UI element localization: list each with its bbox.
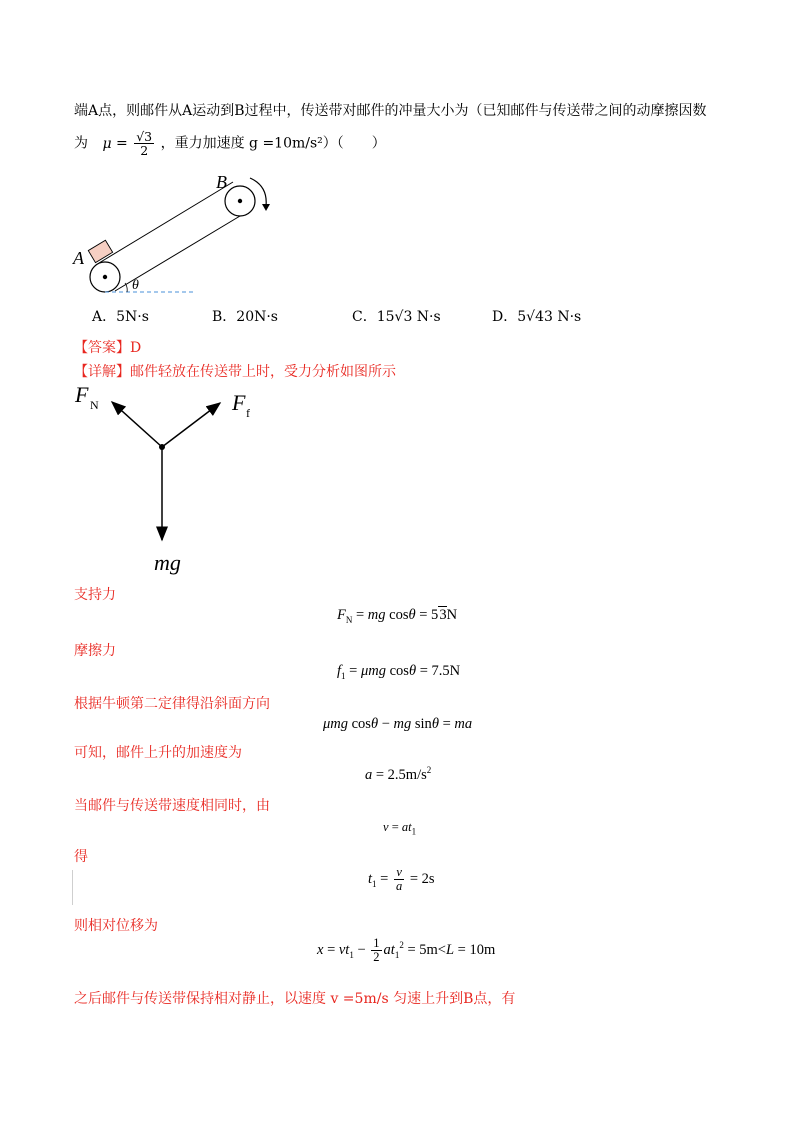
step-2-formula: $f_1 = \mu mg$ cosθ = 7.5N	[337, 663, 461, 681]
pulley-a-axle	[103, 275, 107, 279]
label-ff-sub: f	[246, 406, 250, 420]
answer-line	[74, 337, 141, 357]
line2-prefix: 为	[74, 135, 88, 152]
option-b-text: 20N·s	[236, 309, 278, 325]
margin-line	[72, 870, 73, 905]
step-1-text: 支持力	[74, 587, 116, 603]
step-1-formula: $F_N$ = mg cosθ = 53N	[337, 607, 458, 625]
option-b-letter: B．	[212, 309, 237, 325]
detail-label: 【详解】	[74, 364, 130, 380]
step-3-formula: μmg cosθ − mg sinθ = ma	[323, 716, 473, 732]
label-ff: F	[232, 390, 246, 415]
option-b[interactable]	[212, 306, 278, 326]
friction-force-arrow	[162, 403, 220, 447]
label-theta: θ	[132, 278, 139, 293]
step-4-text: 可知，邮件上升的加速度为	[74, 745, 242, 761]
force-origin-point	[159, 444, 165, 450]
label-b: B	[216, 172, 227, 192]
option-d-letter: D．	[492, 309, 518, 325]
question-line-1: 端A点，则邮件从A运动到B过程中，传送带对邮件的冲量大小为（已知邮件与传送带之间的动摩擦因数	[74, 103, 707, 119]
step-6-text: 得	[74, 849, 88, 865]
answer-value: D	[130, 340, 142, 356]
option-c-letter: C．	[352, 309, 377, 325]
belt-top-edge	[99, 182, 233, 263]
step-3-text: 根据牛顿第二定律得沿斜面方向	[74, 696, 270, 712]
mu-fraction	[134, 130, 154, 157]
option-c[interactable]	[352, 306, 441, 326]
force-diagram	[70, 380, 270, 580]
option-a-text: 5N·s	[116, 309, 149, 325]
option-a-letter: A．	[92, 309, 117, 325]
detail-line	[74, 361, 396, 381]
option-d[interactable]	[492, 306, 581, 326]
label-mg: mg	[154, 550, 181, 575]
step-2-text: 摩擦力	[74, 643, 116, 659]
question-line-2: 为 μ = $\frac{√3}{2}$ ，重力加速度 g =10m/s²）（ ）	[74, 129, 386, 159]
normal-force-arrow	[112, 402, 162, 447]
label-fn: F	[75, 382, 89, 407]
label-a: A	[73, 248, 84, 268]
label-fn-sub: N	[90, 398, 99, 412]
option-c-text: 15√3 N·s	[376, 309, 441, 325]
step-4-formula: $a = 2.5m/s^2$	[365, 765, 432, 783]
mu-numerator: √3	[136, 129, 153, 144]
option-d-text: 5√43 N·s	[517, 309, 582, 325]
answer-label: 【答案】	[74, 340, 130, 356]
line2-suffix: ，重力加速度 g =10m/s²）（ ）	[160, 135, 386, 152]
option-a[interactable]	[92, 306, 149, 326]
conveyor-belt-figure	[70, 168, 280, 300]
step-7-text: 则相对位移为	[74, 918, 158, 934]
step-6-formula: $t_1$ = $\frac{v}{a}$ = 2s	[368, 865, 435, 894]
step-8-text: 之后邮件与传送带保持相对静止，以速度 v =5m/s 匀速上升到B点，有	[74, 991, 516, 1007]
parcel-box	[88, 240, 112, 262]
mu-symbol: μ	[102, 135, 112, 152]
pulley-b-axle	[238, 199, 242, 203]
step-7-formula: $x = vt_1$ − $\frac{1}{2}$ $at_1^2 = 5m<L = 10m$	[317, 936, 496, 965]
step-5-text: 当邮件与传送带速度相同时，由	[74, 798, 270, 814]
mu-denominator: 2	[140, 143, 149, 159]
rotation-arrowhead	[262, 204, 270, 211]
detail-text: 邮件轻放在传送带上时，受力分析如图所示	[130, 364, 396, 380]
step-5-formula: $v = at_1$	[383, 820, 417, 837]
